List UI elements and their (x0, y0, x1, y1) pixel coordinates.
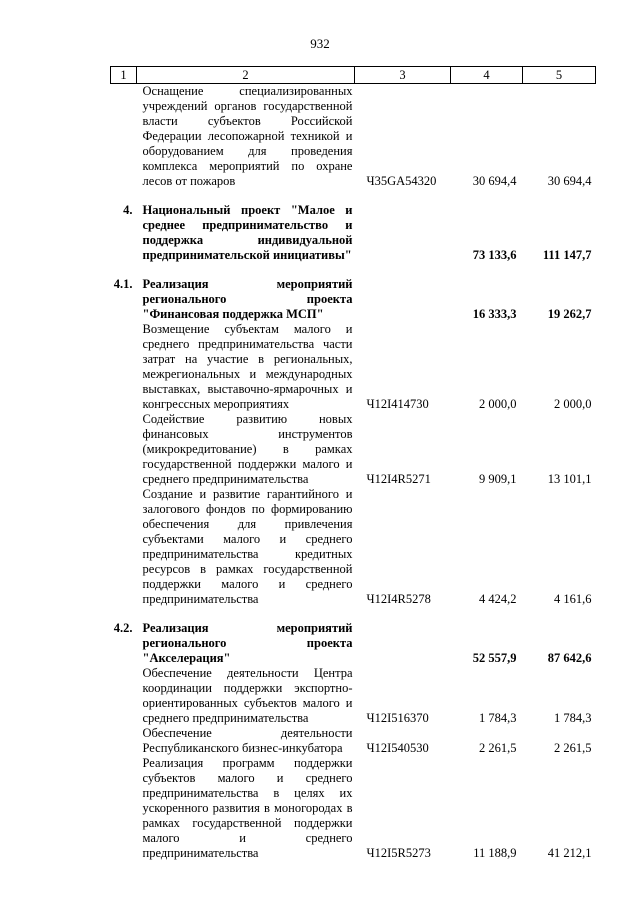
row-value-year2: 13 101,1 (547, 472, 592, 486)
row-number (111, 322, 137, 412)
row-number: 4. (123, 203, 133, 217)
row-value-year2: 111 147,7 (542, 248, 592, 262)
page-number: 932 (310, 36, 330, 51)
row-value-year2: 30 694,4 (547, 174, 592, 188)
table-row (111, 487, 596, 607)
row-name: Содействие развитию новых финансовых инструментов (микрокредитование) в рамках государственной поддержки малого и среднего предпринимательства (142, 412, 353, 486)
row-code: Ч12I540530 (366, 741, 429, 755)
row-value-year2: 4 161,6 (554, 592, 592, 606)
table-row (111, 84, 596, 190)
row-number (111, 756, 137, 861)
row-code (355, 203, 451, 263)
row-number (111, 726, 137, 756)
row-code (355, 277, 451, 322)
column-header: 3 (355, 67, 451, 84)
table-row-section (111, 277, 596, 322)
row-value-year2: 2 000,0 (554, 397, 592, 411)
row-value-year1: 16 333,3 (472, 307, 517, 321)
row-code: Ч35GA54320 (366, 174, 437, 188)
table-row (111, 756, 596, 861)
row-number: 4.1. (113, 277, 133, 291)
table-row (111, 412, 596, 487)
table-header-row (111, 67, 596, 84)
row-value-year1: 52 557,9 (472, 651, 517, 665)
row-value-year1: 11 188,9 (473, 846, 517, 860)
row-value-year1: 2 261,5 (479, 741, 517, 755)
row-code: Ч12I5R5273 (366, 846, 431, 860)
column-header: 5 (523, 67, 596, 84)
table-row (111, 322, 596, 412)
row-name: Реализация мероприятий регионального проекта "Финансовая поддержка МСП" (142, 277, 353, 321)
table-row (111, 726, 596, 756)
row-value-year2: 2 261,5 (554, 741, 592, 755)
row-number (111, 666, 137, 726)
row-value-year1: 30 694,4 (472, 174, 517, 188)
budget-table (110, 66, 596, 861)
row-code: Ч12I4R5271 (366, 472, 431, 486)
row-name: Оснащение специализированных учреждений органов государственной власти субъектов Российской Федерации лесопожарной техникой и оборудованием для проведения комплекса мероприятий по охране лесов от пожаров (142, 84, 353, 188)
row-number: 4.2. (113, 621, 133, 635)
row-value-year2: 87 642,6 (547, 651, 592, 665)
row-code (355, 621, 451, 666)
row-name: Обеспечение деятельности Центра координации поддержки экспортно-ориентированных субъектов малого и среднего предпринимательства (142, 666, 353, 725)
table-row-section (111, 621, 596, 666)
column-header: 1 (111, 67, 137, 84)
row-value-year2: 1 784,3 (554, 711, 592, 725)
row-value-year1: 4 424,2 (479, 592, 517, 606)
row-value-year1: 2 000,0 (479, 397, 517, 411)
row-value-year2: 41 212,1 (547, 846, 592, 860)
row-number (111, 412, 137, 487)
row-number (111, 487, 137, 607)
row-name: Национальный проект "Малое и среднее предпринимательство и поддержка индивидуальной предпринимательской инициативы" (142, 203, 353, 262)
column-header: 4 (451, 67, 523, 84)
table-row-section (111, 203, 596, 263)
row-value-year2: 19 262,7 (547, 307, 592, 321)
row-value-year1: 9 909,1 (479, 472, 517, 486)
row-name: Реализация мероприятий регионального проекта "Акселерация" (142, 621, 353, 665)
row-name: Возмещение субъектам малого и среднего предпринимательства части затрат на участие в региональных, межрегиональных и международных выставках, выставочно-ярмарочных и конгрессных мероприятиях (142, 322, 353, 411)
row-code: Ч12I4R5278 (366, 592, 431, 606)
row-number (111, 84, 137, 190)
table-row (111, 666, 596, 726)
column-header: 2 (137, 67, 355, 84)
row-code: Ч12I414730 (366, 397, 429, 411)
row-name: Создание и развитие гарантийного и залогового фондов по формированию обеспечения для привлечения субъектами малого и среднего предпринимательства кредитных ресурсов в рамках государственной поддержки малого и среднего предпринимательства (142, 487, 353, 606)
row-code: Ч12I516370 (366, 711, 429, 725)
row-name: Обеспечение деятельности Республиканского бизнес-инкубатора (142, 726, 353, 755)
row-name: Реализация программ поддержки субъектов малого и среднего предпринимательства в целях их ускоренного развития в моногородах в рамках государственной поддержки малого и среднего предпринимательства (142, 756, 353, 860)
row-value-year1: 73 133,6 (472, 248, 517, 262)
row-value-year1: 1 784,3 (479, 711, 517, 725)
